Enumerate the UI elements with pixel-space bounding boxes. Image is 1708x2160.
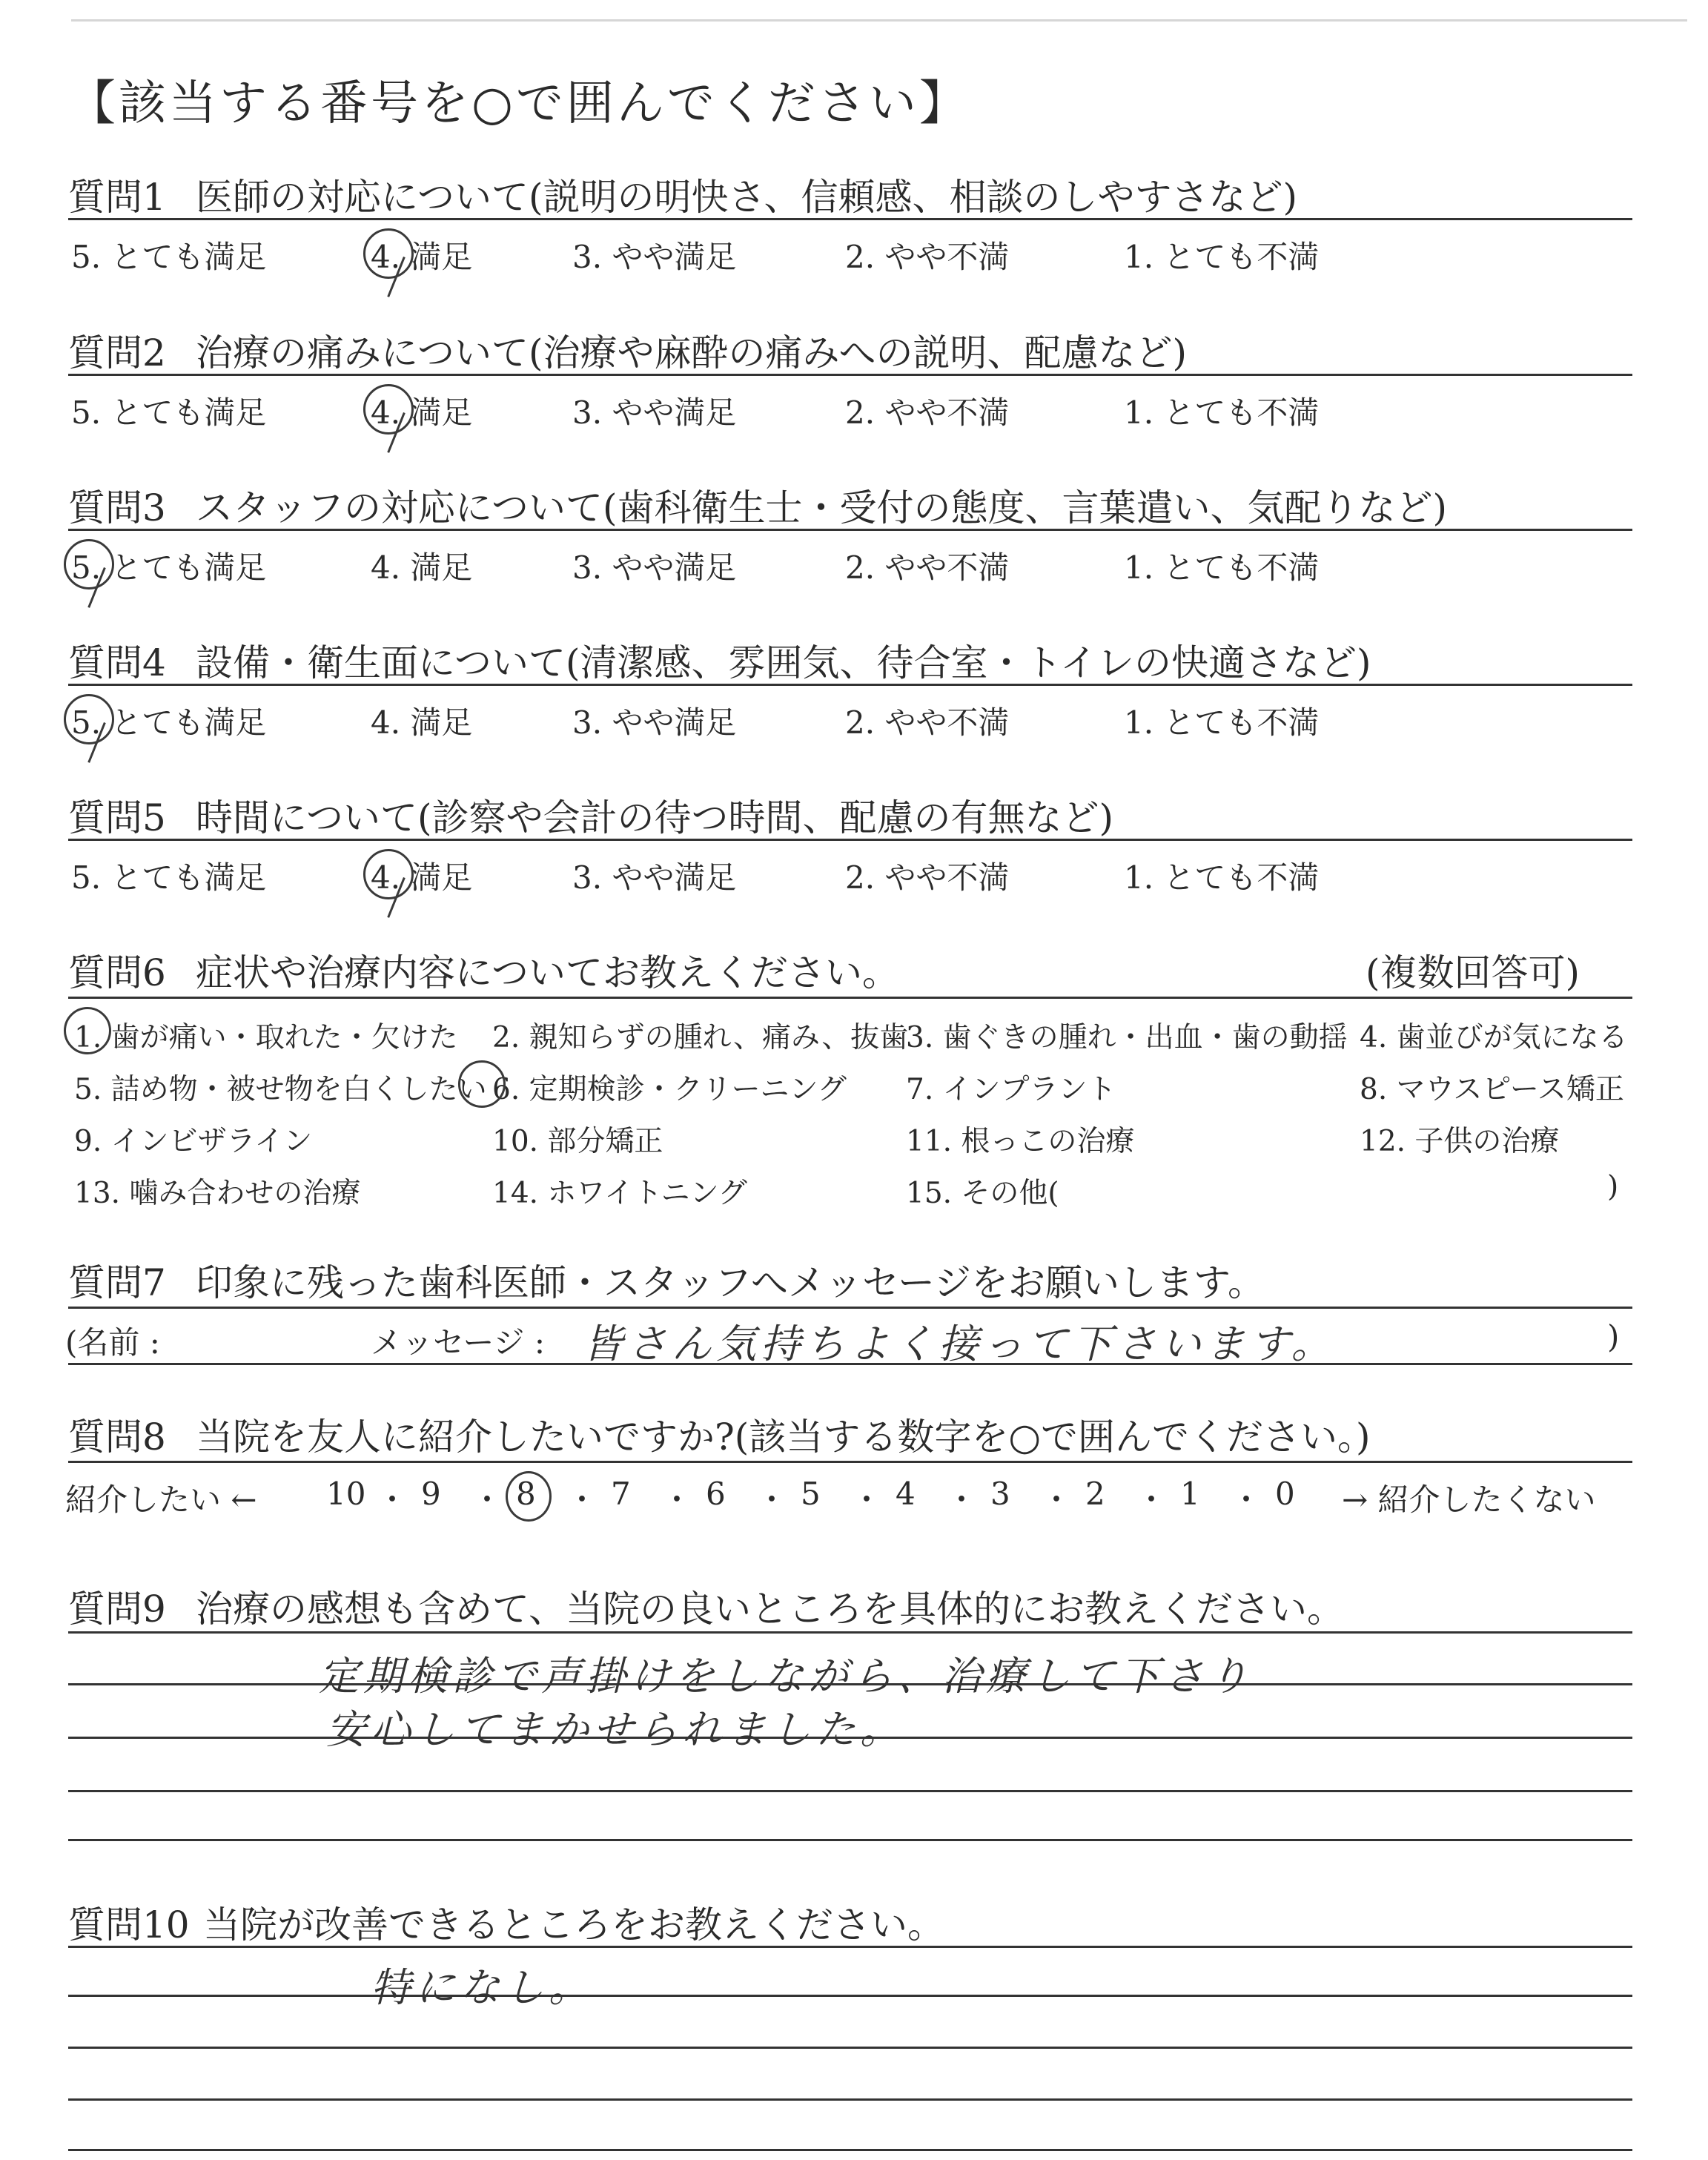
treatment-option[interactable]: 13. 噛み合わせの治療 <box>74 1177 361 1210</box>
treatment-option[interactable]: 11. 根っこの治療 <box>906 1125 1135 1158</box>
question-number: 質問5 <box>68 796 166 839</box>
question-9-heading <box>68 1579 1344 1633</box>
treatment-option[interactable]: 6. 定期検診・クリーニング <box>492 1073 847 1106</box>
treatment-option[interactable]: 9. インビザライン <box>74 1125 313 1158</box>
question-number: 質問3 <box>68 486 166 529</box>
selection-circle <box>64 1007 111 1054</box>
treatment-option[interactable]: 3. 歯ぐきの腫れ・出血・歯の動揺 <box>906 1021 1348 1054</box>
rating-option[interactable]: 3. やや満足 <box>572 859 737 896</box>
rating-option[interactable]: 4. 満足 <box>371 394 473 431</box>
close-paren: ) <box>1607 1318 1620 1355</box>
question-10-heading <box>68 1895 944 1949</box>
rating-option[interactable]: 5. とても満足 <box>71 394 267 431</box>
treatment-option[interactable]: 12. 子供の治療 <box>1360 1125 1560 1158</box>
other-close-paren: ) <box>1607 1170 1619 1203</box>
selection-circle <box>64 539 114 589</box>
answer-line <box>68 1946 1632 1948</box>
question-number: 質問6 <box>68 951 166 994</box>
rating-option[interactable]: 1. とても不満 <box>1124 549 1320 586</box>
selection-circle <box>458 1060 506 1108</box>
treatment-option[interactable]: 8. マウスピース矯正 <box>1360 1073 1624 1106</box>
question-text: 当院を友人に紹介したいですか?(該当する数字を○で囲んでください。) <box>196 1416 1371 1459</box>
treatment-option[interactable]: 10. 部分矯正 <box>492 1125 663 1158</box>
selection-circle <box>363 849 414 899</box>
treatment-option[interactable]: 14. ホワイトニング <box>492 1177 747 1210</box>
recommend-score[interactable]: 7 <box>611 1476 631 1512</box>
question-text: 時間について(診察や会計の待つ時間、配慮の有無など) <box>196 796 1114 839</box>
treatment-option[interactable]: 1. 歯が痛い・取れた・欠けた <box>74 1021 458 1054</box>
rating-option[interactable]: 2. やや不満 <box>845 704 1010 741</box>
rating-option[interactable]: 5. とても満足 <box>71 859 267 896</box>
question-2-heading <box>68 323 1187 377</box>
separator-dot: ・ <box>946 1482 978 1518</box>
question-text: 当院が改善できるところをお教えください。 <box>203 1903 944 1946</box>
treatment-option[interactable]: 4. 歯並びが気になる <box>1360 1021 1628 1054</box>
rating-option[interactable]: 1. とても不満 <box>1124 859 1320 896</box>
treatment-option[interactable]: 15. その他( <box>906 1177 1059 1210</box>
treatment-option[interactable]: 7. インプラント <box>906 1073 1116 1106</box>
recommend-score[interactable]: 4 <box>896 1476 916 1512</box>
separator-dot: ・ <box>661 1482 693 1518</box>
question-rule <box>68 218 1632 220</box>
question-text: 設備・衛生面について(清潔感、雰囲気、待合室・トイレの快適さなど) <box>196 641 1371 684</box>
rating-option[interactable]: 2. やや不満 <box>845 394 1010 431</box>
separator-dot: ・ <box>377 1482 408 1518</box>
treatment-option[interactable]: 2. 親知らずの腫れ、痛み、抜歯 <box>492 1021 909 1054</box>
name-label: (名前 : <box>65 1324 160 1361</box>
answer-line <box>68 2047 1632 2049</box>
answer-line <box>68 1737 1632 1739</box>
recommend-score[interactable]: 1 <box>1180 1476 1200 1512</box>
rating-option[interactable]: 3. やや満足 <box>572 394 737 431</box>
selection-circle <box>363 384 414 435</box>
multiple-answer-note: (複数回答可) <box>1366 951 1580 994</box>
separator-dot: ・ <box>756 1482 788 1518</box>
recommend-score[interactable]: 8 <box>516 1476 536 1512</box>
handwritten-message: 皆さん気持ちよく接って下さいます。 <box>583 1321 1336 1367</box>
question-rule <box>68 374 1632 376</box>
form-title: 【該当する番号を○で囲んでください】 <box>68 76 970 131</box>
recommend-score[interactable]: 9 <box>421 1476 441 1512</box>
handwritten-answer-line: 安心してまかせられました。 <box>326 1706 904 1753</box>
question-rule <box>68 529 1632 531</box>
separator-dot: ・ <box>471 1482 503 1518</box>
recommend-score[interactable]: 10 <box>326 1476 366 1512</box>
message-label: メッセージ : <box>371 1324 545 1361</box>
question-number: 質問9 <box>68 1588 166 1631</box>
answer-line <box>68 1839 1632 1841</box>
rating-option[interactable]: 3. やや満足 <box>572 704 737 741</box>
answer-line <box>68 1790 1632 1792</box>
separator-dot: ・ <box>1136 1482 1168 1518</box>
rating-option[interactable]: 4. 満足 <box>371 549 473 586</box>
recommend-left-label: 紹介したい ← <box>65 1482 257 1518</box>
answer-line <box>68 1631 1632 1634</box>
question-number: 質問2 <box>68 331 166 374</box>
rating-option[interactable]: 2. やや不満 <box>845 549 1010 586</box>
rating-option[interactable]: 3. やや満足 <box>572 549 737 586</box>
answer-line <box>68 2098 1632 2101</box>
rating-option[interactable]: 1. とても不満 <box>1124 239 1320 275</box>
recommend-score[interactable]: 2 <box>1085 1476 1105 1512</box>
question-1-heading <box>68 168 1297 221</box>
separator-dot: ・ <box>566 1482 598 1518</box>
question-text: 症状や治療内容についてお教えください。 <box>196 951 899 994</box>
question-8-heading <box>68 1407 1370 1461</box>
rating-option[interactable]: 2. やや不満 <box>845 239 1010 275</box>
rating-option[interactable]: 3. やや満足 <box>572 239 737 275</box>
recommend-score[interactable]: 0 <box>1275 1476 1295 1512</box>
answer-line <box>68 1995 1632 1997</box>
question-text: 治療の感想も含めて、当院の良いところを具体的にお教えください。 <box>196 1588 1344 1631</box>
recommend-score[interactable]: 5 <box>801 1476 821 1512</box>
question-number: 質問4 <box>68 641 166 684</box>
separator-dot: ・ <box>1231 1482 1262 1518</box>
question-3-heading <box>68 478 1447 532</box>
question-rule <box>68 684 1632 686</box>
selection-circle <box>64 694 114 744</box>
rating-option[interactable]: 5. とても満足 <box>71 239 267 275</box>
question-rule <box>68 839 1632 841</box>
question-7-heading <box>68 1253 1265 1307</box>
handwritten-answer-line: 定期検診で声掛けをしながら、治療して下さり <box>319 1653 1253 1700</box>
rating-option[interactable]: 4. 満足 <box>371 704 473 741</box>
question-number: 質問1 <box>68 176 166 219</box>
rating-option[interactable]: 4. 満足 <box>371 859 473 896</box>
rating-option[interactable]: 1. とても不満 <box>1124 394 1320 431</box>
question-6-rule <box>68 997 1632 999</box>
question-7-rule <box>68 1307 1632 1309</box>
question-8-rule <box>68 1461 1632 1463</box>
question-number: 質問10 <box>68 1903 190 1946</box>
answer-line <box>68 2149 1632 2151</box>
separator-dot: ・ <box>1041 1482 1073 1518</box>
question-5-heading <box>68 788 1113 842</box>
question-4-heading <box>68 633 1371 687</box>
question-text: スタッフの対応について(歯科衛生士・受付の態度、言葉遣い、気配りなど) <box>196 486 1448 529</box>
question-text: 治療の痛みについて(治療や麻酔の痛みへの説明、配慮など) <box>196 331 1188 374</box>
rating-option[interactable]: 4. 満足 <box>371 239 473 275</box>
selection-circle <box>363 228 414 279</box>
rating-option[interactable]: 5. とても満足 <box>71 704 267 741</box>
handwritten-answer-line: 特になし。 <box>371 1964 593 2011</box>
rating-option[interactable]: 2. やや不満 <box>845 859 1010 896</box>
question-number: 質問7 <box>68 1261 166 1304</box>
separator-dot: ・ <box>851 1482 883 1518</box>
question-text: 医師の対応について(説明の明快さ、信頼感、相談のしやすさなど) <box>196 176 1298 219</box>
answer-line <box>68 1683 1632 1685</box>
selection-circle <box>506 1471 552 1522</box>
rating-option[interactable]: 1. とても不満 <box>1124 704 1320 741</box>
treatment-option[interactable]: 5. 詰め物・被せ物を白くしたい <box>74 1073 487 1106</box>
rating-option[interactable]: 5. とても満足 <box>71 549 267 586</box>
message-underline <box>68 1363 1632 1365</box>
recommend-score[interactable]: 6 <box>706 1476 726 1512</box>
question-6-heading <box>68 943 899 997</box>
recommend-right-label: → 紹介したくない <box>1342 1482 1596 1518</box>
top-border <box>71 19 1687 22</box>
question-text: 印象に残った歯科医師・スタッフへメッセージをお願いします。 <box>196 1261 1265 1304</box>
recommend-score[interactable]: 3 <box>990 1476 1010 1512</box>
question-number: 質問8 <box>68 1416 166 1459</box>
